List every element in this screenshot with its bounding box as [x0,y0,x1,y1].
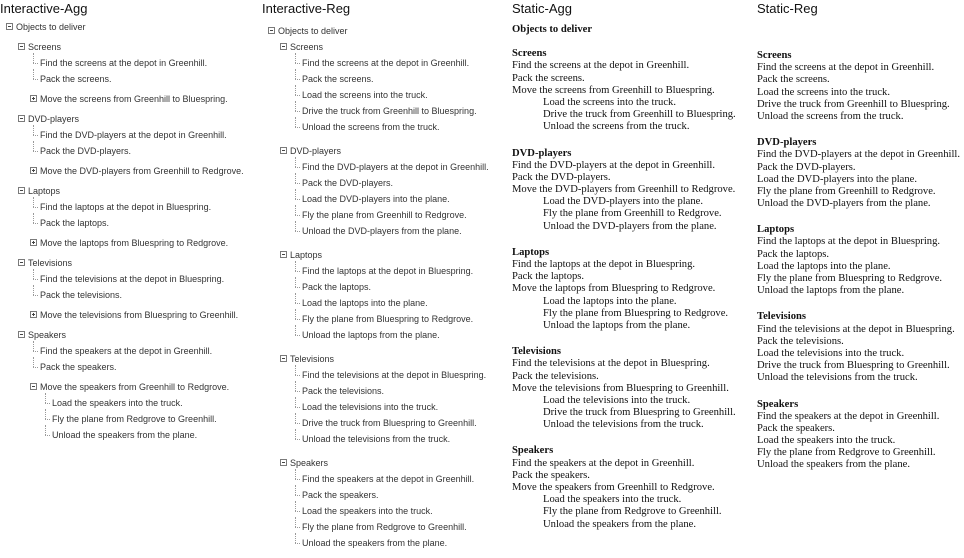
tree-group[interactable] [0,327,255,343]
tree-item[interactable] [0,343,255,359]
indented-line: Unload the DVD-players from the plane. [543,220,717,232]
text-line: Pack the screens. [512,72,585,84]
tree-item-label: Load the speakers into the truck. [302,506,433,516]
tree-item-label: Pack the televisions. [40,290,123,300]
text-line: Move the laptops from Bluespring to Redgrove. [512,283,716,295]
panel-title: Interactive-Reg [262,1,351,16]
tree-item-label: Move the televisions from Bluespring to Greenhill. [40,310,239,320]
tree-group[interactable] [262,247,502,263]
section-heading: Laptops [512,246,550,258]
collapse-icon[interactable] [18,259,25,266]
text-line: Move the televisions from Bluespring to Greenhill. [512,382,729,394]
tree-item[interactable] [0,271,255,287]
tree-item[interactable] [0,215,255,231]
text-line: Load the screens into the truck. [757,86,890,98]
text-line: Find the televisions at the depot in Bluespring. [512,358,710,370]
tree-item-label: Laptops [28,186,61,196]
tree-item-label: Pack the speakers. [40,362,117,372]
text-line: Pack the laptops. [512,271,585,283]
tree-item[interactable] [262,263,502,279]
interactive-agg-tree [0,19,255,443]
indented-line: Drive the truck from Greenhill to Bluespring. [543,109,736,121]
text-line: Fly the plane from Bluespring to Redgrove. [757,273,943,284]
tree-item[interactable] [262,399,502,415]
tree-item[interactable] [262,71,502,87]
section-heading: DVD-players [757,137,817,149]
tree-item-label: Load the screens into the truck. [302,90,428,100]
tree-item-label: Drive the truck from Bluespring to Greenhill. [302,418,477,428]
tree-item-label: Pack the laptops. [302,282,372,292]
text-line: Pack the televisions. [757,335,844,347]
tree-item-label: Pack the speakers. [302,490,379,500]
text-line: Pack the screens. [757,74,830,86]
indented-line: Fly the plane from Bluespring to Redgrove. [543,307,729,319]
text-line: Fly the plane from Redgrove to Greenhill. [757,447,936,459]
tree-item-label: Fly the plane from Greenhill to Redgrove. [302,210,467,220]
indented-line: Unload the speakers from the plane. [543,518,696,530]
tree-item[interactable] [0,235,255,251]
tree-item-label: Pack the televisions. [302,386,385,396]
tree-subitem[interactable] [0,411,255,427]
tree-item[interactable] [262,103,502,119]
expand-icon[interactable] [30,167,37,174]
tree-group[interactable] [262,455,502,471]
tree-item[interactable] [0,127,255,143]
tree-item-label: Find the laptops at the depot in Bluespring. [40,202,212,212]
tree-group[interactable] [262,351,502,367]
tree-item-label: Pack the screens. [302,74,374,84]
collapse-icon[interactable] [18,115,25,122]
tree-group[interactable] [0,183,255,199]
tree-item[interactable] [262,519,502,535]
spacer [262,343,502,351]
tree-item[interactable] [262,415,502,431]
tree-item-label: Fly the plane from Bluespring to Redgrove. [302,314,474,324]
tree-root[interactable] [262,23,502,39]
indented-line: Fly the plane from Greenhill to Redgrove. [543,208,722,220]
expand-icon[interactable] [30,311,37,318]
tree-item[interactable] [262,159,502,175]
tree-item[interactable] [0,143,255,159]
tree-item[interactable] [262,327,502,343]
text-line: Drive the truck from Bluespring to Greenhill. [757,360,950,372]
static-reg-document [757,50,964,472]
tree-item-label: DVD-players [28,114,80,124]
tree-item[interactable] [262,207,502,223]
collapse-icon[interactable] [268,27,275,34]
indented-line: Load the speakers into the truck. [543,494,682,506]
text-line: Unload the televisions from the truck. [757,372,918,384]
tree-item-label: Find the screens at the depot in Greenhill. [302,58,470,68]
text-line: Drive the truck from Greenhill to Bluespring. [757,98,950,110]
spacer [757,123,964,137]
tree-item[interactable] [262,223,502,239]
indented-line: Load the screens into the truck. [543,96,676,108]
expand-icon[interactable] [30,239,37,246]
collapse-icon[interactable] [280,355,287,362]
tree-item-label: Speakers [290,458,329,468]
text-line: Fly the plane from Greenhill to Redgrove. [757,185,936,197]
tree-item-label: Load the speakers into the truck. [52,398,183,408]
text-line: Move the screens from Greenhill to Bluespring. [512,84,715,96]
indented-line: Fly the plane from Redgrove to Greenhill. [543,506,722,518]
tree-item-label: Pack the DVD-players. [40,146,132,156]
spacer [512,36,752,48]
spacer [512,134,752,148]
indented-line: Unload the televisions from the truck. [543,419,704,431]
text-line: Find the DVD-players at the depot in Greenhill. [512,159,715,171]
tree-item[interactable] [262,367,502,383]
tree-group[interactable] [0,111,255,127]
tree-item[interactable] [262,175,502,191]
tree-item-label: Laptops [290,250,323,260]
spacer [757,385,964,399]
spacer [512,233,752,247]
tree-item-label: Pack the laptops. [40,218,110,228]
panel-title: Static-Agg [512,1,572,16]
text-line: Find the screens at the depot in Greenhill. [757,62,935,74]
tree-item-label: Move the screens from Greenhill to Bluespring. [40,94,228,104]
tree-item-label: Find the televisions at the depot in Bluespring. [40,274,225,284]
text-line: Unload the screens from the truck. [757,110,904,122]
collapse-icon[interactable] [280,147,287,154]
section-heading: Screens [757,50,792,61]
tree-item[interactable] [0,307,255,323]
tree-item-label: Unload the laptops from the plane. [302,330,440,340]
text-line: Pack the speakers. [512,469,590,481]
tree-item-label: Objects to deliver [16,22,86,32]
section-heading: Screens [512,48,547,60]
tree-item-label: Screens [290,42,324,52]
indented-line: Load the laptops into the plane. [543,295,677,307]
section-heading: DVD-players [512,147,572,159]
tree-item[interactable] [0,359,255,375]
text-line: Find the laptops at the depot in Bluespring. [512,259,696,270]
tree-item[interactable] [262,471,502,487]
tree-item-label: Speakers [28,330,67,340]
text-line: Unload the laptops from the plane. [757,285,905,297]
tree-item-label: Move the laptops from Bluespring to Redgrove. [40,238,229,248]
spacer [262,135,502,143]
tree-item[interactable] [262,487,502,503]
text-line: Load the speakers into the truck. [757,435,896,447]
tree-item-label: Unload the screens from the truck. [302,122,440,132]
tree-item-label: Move the speakers from Greenhill to Redgrove. [40,382,230,392]
text-line: Move the speakers from Greenhill to Redgrove. [512,482,715,493]
tree-root[interactable] [0,19,255,35]
indented-line: Load the DVD-players into the plane. [543,196,704,208]
collapse-icon[interactable] [18,331,25,338]
tree-item[interactable] [262,503,502,519]
tree-item[interactable] [0,287,255,303]
tree-item-label: Drive the truck from Greenhill to Bluespring. [302,106,477,116]
tree-item-label: Find the speakers at the depot in Greenhill. [40,346,213,356]
text-line: Load the laptops into the plane. [757,260,891,272]
tree-item[interactable] [0,199,255,215]
spacer [757,210,964,224]
tree-item-label: Find the laptops at the depot in Bluespring. [302,266,474,276]
spacer [262,239,502,247]
text-line: Find the DVD-players at the depot in Greenhill. [757,149,960,161]
tree-item-label: DVD-players [290,146,342,156]
spacer [512,332,752,346]
tree-item-label: Fly the plane from Redgrove to Greenhill. [52,414,217,424]
tree-item-label: Pack the DVD-players. [302,178,394,188]
tree-group[interactable] [0,39,255,55]
tree-item-label: Load the laptops into the plane. [302,298,428,308]
text-line: Load the televisions into the truck. [757,347,905,359]
text-line: Pack the DVD-players. [512,171,611,183]
tree-item-label: Load the DVD-players into the plane. [302,194,450,204]
static-reg-panel [757,0,964,472]
tree-item-label: Fly the plane from Redgrove to Greenhill. [302,522,467,532]
tree-item-label: Move the DVD-players from Greenhill to Redgrove. [40,166,244,176]
tree-item[interactable] [0,163,255,179]
tree-item[interactable] [262,279,502,295]
tree-item[interactable] [262,55,502,71]
tree-item[interactable] [0,91,255,107]
static-agg-document [512,24,752,531]
tree-item-label: Pack the screens. [40,74,112,84]
tree-item[interactable] [262,311,502,327]
collapse-icon[interactable] [280,43,287,50]
interactive-reg-panel [262,0,502,551]
collapse-icon[interactable] [18,187,25,194]
text-line: Find the screens at the depot in Greenhill. [512,60,690,72]
text-line: Find the laptops at the depot in Bluespring. [757,236,941,248]
collapse-icon[interactable] [280,251,287,258]
collapse-icon[interactable] [18,43,25,50]
tree-item[interactable] [262,119,502,135]
spacer [512,431,752,445]
text-line: Pack the laptops. [757,248,830,260]
tree-group[interactable] [262,39,502,55]
expand-icon[interactable] [30,95,37,102]
tree-item-label: Find the DVD-players at the depot in Greenhill. [302,162,489,172]
document-title: Objects to deliver [512,24,593,35]
text-line: Pack the DVD-players. [757,161,856,173]
tree-item-label: Find the televisions at the depot in Bluespring. [302,370,487,380]
tree-item-label: Unload the speakers from the plane. [52,430,198,440]
text-line: Move the DVD-players from Greenhill to Redgrove. [512,184,736,196]
indented-line: Unload the laptops from the plane. [543,319,691,331]
section-heading: Speakers [757,398,799,410]
tree-item-label: Unload the speakers from the plane. [302,538,448,548]
section-heading: Televisions [757,311,807,323]
collapse-icon[interactable] [30,383,37,390]
tree-item[interactable] [262,295,502,311]
tree-item-label: Unload the DVD-players from the plane. [302,226,462,236]
tree-item-label: Unload the televisions from the truck. [302,434,451,444]
tree-item[interactable] [0,71,255,87]
indented-line: Unload the screens from the truck. [543,121,690,133]
section-heading: Speakers [512,445,554,457]
interactive-agg-panel [0,0,255,443]
spacer [262,447,502,455]
text-line: Unload the DVD-players from the plane. [757,198,931,210]
text-line: Load the DVD-players into the plane. [757,173,918,185]
tree-item[interactable] [262,191,502,207]
tree-item-label: Find the screens at the depot in Greenhill. [40,58,208,68]
interactive-reg-tree [262,23,502,551]
indented-line: Load the televisions into the truck. [543,394,691,406]
tree-group[interactable] [262,143,502,159]
tree-group[interactable] [0,255,255,271]
panel-title: Interactive-Agg [0,1,88,16]
tree-subitem[interactable] [0,395,255,411]
indented-line: Drive the truck from Bluespring to Greenhill. [543,407,736,419]
tree-item-label: Televisions [28,258,73,268]
text-line: Find the speakers at the depot in Greenhill. [512,457,695,469]
tree-item-label: Objects to deliver [278,26,348,36]
tree-item-label: Screens [28,42,62,52]
tree-item[interactable] [262,87,502,103]
tree-item[interactable] [0,55,255,71]
text-line: Pack the speakers. [757,422,835,434]
panel-title: Static-Reg [757,1,818,16]
tree-item-label: Televisions [290,354,335,364]
text-line: Unload the speakers from the plane. [757,459,910,471]
tree-item-label: Load the televisions into the truck. [302,402,439,412]
section-heading: Televisions [512,346,562,358]
text-line: Find the televisions at the depot in Bluespring. [757,323,955,335]
tree-item[interactable] [262,431,502,447]
static-agg-panel [512,0,752,531]
tree-item[interactable] [262,535,502,551]
tree-item[interactable] [262,383,502,399]
collapse-icon[interactable] [6,23,13,30]
tree-item-label: Find the DVD-players at the depot in Greenhill. [40,130,227,140]
collapse-icon[interactable] [280,459,287,466]
text-line: Find the speakers at the depot in Greenhill. [757,410,940,422]
tree-item-label: Find the speakers at the depot in Greenhill. [302,474,475,484]
spacer [757,297,964,311]
text-line: Pack the televisions. [512,370,599,382]
tree-item[interactable] [0,379,255,395]
section-heading: Laptops [757,224,795,236]
tree-subitem[interactable] [0,427,255,443]
